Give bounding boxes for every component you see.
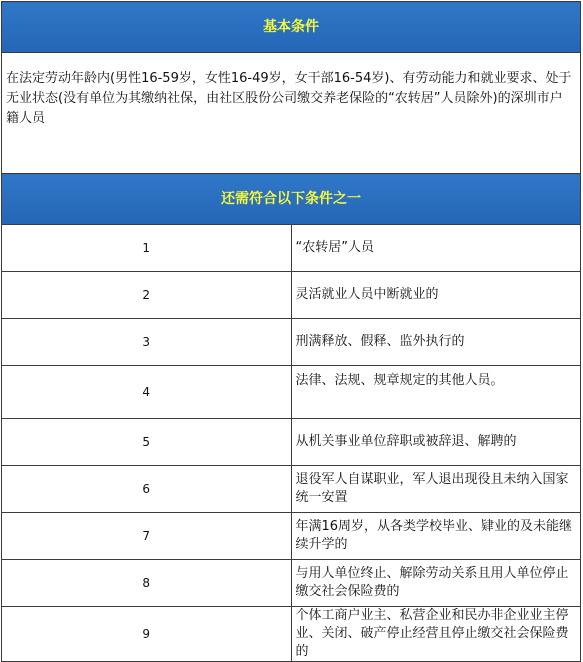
row-text: 灵活就业人员中断就业的 xyxy=(291,272,581,319)
table-row xyxy=(2,419,581,466)
table-row xyxy=(2,319,581,366)
basic-conditions-text: 在法定劳动年龄内(男性16-59岁，女性16-49岁，女干部16-54岁)、有劳动能力和就业要求、处于无业状态(没有单位为其缴纳社保，由社区股份公司缴交养老保险的“农转居”人员除外)的深圳市户籍人员 xyxy=(2,53,581,174)
row-number: 2 xyxy=(2,272,292,319)
row-text: 从机关事业单位辞职或被辞退、解聘的 xyxy=(291,419,581,466)
row-number: 5 xyxy=(2,419,292,466)
row-number: 3 xyxy=(2,319,292,366)
table-row xyxy=(2,272,581,319)
row-number: 8 xyxy=(2,560,292,607)
extra-header-row xyxy=(2,174,581,225)
table-row xyxy=(2,513,581,560)
table-row xyxy=(2,466,581,513)
table-row xyxy=(2,607,581,662)
row-number: 1 xyxy=(2,225,292,272)
eligibility-table xyxy=(1,1,581,662)
basic-conditions-header: 基本条件 xyxy=(2,2,581,53)
row-text: “农转居”人员 xyxy=(291,225,581,272)
row-number: 4 xyxy=(2,366,292,419)
row-text: 个体工商户业主、私营企业和民办非企业业主停业、关闭、破产停止经营且停止缴交社会保险费的 xyxy=(291,607,581,662)
row-text: 退役军人自谋职业，军人退出现役且未纳入国家统一安置 xyxy=(291,466,581,513)
eligibility-table-wrapper xyxy=(1,1,581,662)
row-text: 法律、法规、规章规定的其他人员。 xyxy=(291,366,581,419)
row-text: 刑满释放、假释、监外执行的 xyxy=(291,319,581,366)
row-number: 6 xyxy=(2,466,292,513)
row-text: 与用人单位终止、解除劳动关系且用人单位停止缴交社会保险费的 xyxy=(291,560,581,607)
basic-text-row xyxy=(2,53,581,174)
row-number: 9 xyxy=(2,607,292,662)
extra-conditions-header: 还需符合以下条件之一 xyxy=(2,174,581,225)
row-text: 年满16周岁，从各类学校毕业、肄业的及未能继续升学的 xyxy=(291,513,581,560)
table-row xyxy=(2,225,581,272)
table-row xyxy=(2,560,581,607)
row-number: 7 xyxy=(2,513,292,560)
basic-header-row xyxy=(2,2,581,53)
table-row xyxy=(2,366,581,419)
